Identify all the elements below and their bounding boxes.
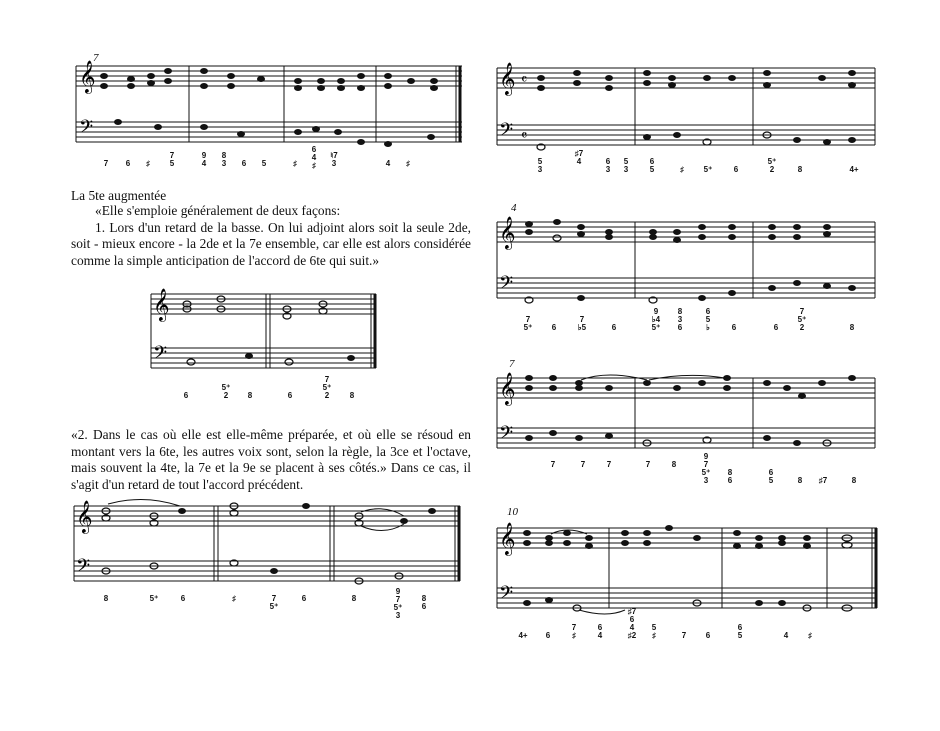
figured-bass-figure: 5⁺ 2	[767, 157, 777, 174]
figured-bass-figure: 4	[385, 159, 391, 168]
bass-clef-icon: 𝄢	[153, 343, 168, 368]
staff-graphics	[497, 60, 877, 155]
treble-clef-icon: 𝄞	[499, 372, 516, 405]
figured-bass-figure: 7 5	[169, 151, 175, 168]
measure-number: 7	[509, 358, 515, 370]
figured-bass-figure: 6	[705, 631, 711, 640]
figured-bass-figure: 6	[611, 323, 617, 332]
figured-bass-figure: 5 3	[623, 157, 629, 174]
bass-clef-icon: 𝄢	[76, 556, 91, 581]
figured-bass-figure: 6	[551, 323, 557, 332]
figured-bass-figure: 9 7 5⁺ 3	[393, 587, 403, 620]
figured-bass-figure: ♯	[146, 159, 150, 168]
figured-bass-figure: 8	[247, 391, 253, 400]
figured-bass-figure: ♯	[680, 165, 684, 174]
quote-body: 1. Lors d'un retard de la basse. On lui adjoint alors soit la seule 2de, soit - mieux encore - la 2de et la 7e ensemble, car elle est alors considérée comme la simple anticipation de l'accord de 6te qui suit.»	[71, 219, 471, 268]
quote-paragraph-2: «2. Dans le cas où elle est elle-même préparée, et où elle se résoud en montant vers la 6te, les autres voix sont, selon la règle, la 3ce et l'octave, mais souvent la 4te, la 7e et la 9e se placent à ses côtés.» Dans ce cas, il s'agit d'un retard de tout l'accord précédent.	[71, 427, 471, 492]
bass-clef-icon: 𝄢	[499, 423, 514, 448]
figured-bass-figure: 5 3	[537, 157, 543, 174]
score-system-right-4	[497, 506, 882, 611]
figured-bass-figure: 5	[261, 159, 267, 168]
figured-bass-figure: 6	[183, 391, 189, 400]
figured-bass-figure: 6	[731, 323, 737, 332]
staff-graphics	[151, 286, 379, 386]
note-heads	[102, 503, 403, 584]
measure-number: 4	[511, 202, 517, 214]
figured-bass-figure: 5 ♯	[651, 623, 657, 640]
figured-bass-figure: 6	[180, 594, 186, 603]
score-system-right-1	[497, 60, 877, 155]
figured-bass-figure: 6 3	[605, 157, 611, 174]
figured-bass-figure: 6	[545, 631, 551, 640]
note-heads	[525, 219, 856, 301]
figured-bass-figure: 7 5⁺	[269, 594, 279, 611]
figured-bass-figure: 6	[241, 159, 247, 168]
figured-bass-figure: 5⁺ 2	[221, 383, 231, 400]
figured-bass-figure: 8 6	[727, 468, 733, 485]
figured-bass-figure: ♮7 3	[330, 151, 338, 168]
bass-clef-icon: 𝄢	[499, 273, 514, 298]
figured-bass-figure: 7 ♭5	[577, 315, 587, 332]
figured-bass-figure: ♯	[808, 631, 812, 640]
figured-bass-figure: 8 6	[421, 594, 427, 611]
note-heads	[523, 525, 811, 606]
figured-bass-figure: ♯7 6 4 ♯2	[627, 607, 637, 640]
figured-bass-figure: 7 5⁺ 2	[797, 307, 807, 332]
figured-bass-figure: 6 4	[597, 623, 603, 640]
treble-clef-icon: 𝄞	[499, 216, 516, 249]
figured-bass-figure: 8 3	[221, 151, 227, 168]
figured-bass-figure: 6	[733, 165, 739, 174]
figured-bass-figure: 7	[103, 159, 109, 168]
figured-bass-figure: 8	[349, 391, 355, 400]
score-system-right-2	[497, 202, 877, 307]
staff-graphics	[74, 496, 462, 596]
figured-bass-figure: 6	[287, 391, 293, 400]
note-heads	[537, 70, 856, 145]
figured-bass-figure: 7 ♯	[571, 623, 577, 640]
figured-bass-figure: 9 7 5⁺ 3	[701, 452, 711, 485]
figured-bass-figure: 4+	[849, 165, 859, 174]
figured-bass-figure: 4+	[518, 631, 528, 640]
staff-graphics	[497, 506, 882, 611]
figured-bass-figure: ♯7 4	[574, 149, 584, 166]
note-heads	[525, 375, 856, 446]
figured-bass-figure: 8	[351, 594, 357, 603]
treble-clef-icon: 𝄞	[499, 522, 516, 555]
figured-bass-figure: 8	[797, 165, 803, 174]
score-example-1	[151, 286, 379, 386]
figured-bass-figure: 7 5⁺	[523, 315, 533, 332]
section-heading: La 5te augmentée	[71, 188, 167, 203]
quote-intro: «Elle s'emploie généralement de deux façons:	[95, 203, 341, 218]
figured-bass-figure: 8	[671, 460, 677, 469]
figured-bass-figure: ♯	[293, 159, 297, 168]
figured-bass-figure: ♯	[232, 594, 236, 603]
figured-bass-figure: 6 5	[768, 468, 774, 485]
bass-clef-icon: 𝄢	[499, 120, 514, 145]
time-signature-c-icon: 𝄴	[521, 72, 528, 88]
figured-bass-figure: 8	[849, 323, 855, 332]
figured-bass-figure: 7	[645, 460, 651, 469]
time-signature-c-icon: 𝄴	[521, 128, 528, 144]
staff-graphics	[76, 52, 462, 162]
figured-bass-figure: 7	[606, 460, 612, 469]
figured-bass-figure: 6	[773, 323, 779, 332]
treble-clef-icon: 𝄞	[76, 500, 93, 533]
bass-clef-icon: 𝄢	[499, 583, 514, 608]
treble-clef-icon: 𝄞	[499, 62, 516, 95]
note-heads	[183, 296, 327, 365]
figured-bass-figure: 8	[851, 476, 857, 485]
figured-bass-figure: 5⁺	[149, 594, 159, 603]
measure-number: 10	[507, 506, 518, 518]
figured-bass-figure: 8	[103, 594, 109, 603]
figured-bass-figure: 6	[125, 159, 131, 168]
treble-clef-icon: 𝄞	[153, 288, 170, 321]
measure-number: 7	[93, 52, 99, 64]
figured-bass-figure: ♯	[406, 159, 410, 168]
figured-bass-figure: ♯7	[818, 476, 828, 485]
figured-bass-figure: 6	[301, 594, 307, 603]
note-heads	[100, 68, 438, 147]
staff-graphics	[497, 202, 877, 307]
figured-bass-figure: 6 5	[737, 623, 743, 640]
figured-bass-figure: 6 5 ♭	[705, 307, 711, 332]
figured-bass-figure: 7	[550, 460, 556, 469]
figured-bass-figure: 9 4	[201, 151, 207, 168]
treble-clef-icon: 𝄞	[79, 60, 96, 93]
quote-paragraph-1	[71, 203, 471, 269]
figured-bass-figure: 9 ♭4 5⁺	[651, 307, 661, 332]
staff-graphics	[497, 356, 877, 456]
score-example-2	[74, 496, 462, 596]
figured-bass-figure: 8	[797, 476, 803, 485]
figured-bass-figure: 4	[783, 631, 789, 640]
figured-bass-figure: 5⁺	[703, 165, 713, 174]
figured-bass-figure: 7	[580, 460, 586, 469]
figured-bass-figure: 8 3 6	[677, 307, 683, 332]
figured-bass-figure: 7 5⁺ 2	[322, 375, 332, 400]
figured-bass-figure: 6 4 ♯	[311, 145, 317, 170]
bass-clef-icon: 𝄢	[79, 117, 94, 142]
score-system-left-top	[76, 52, 462, 162]
figured-bass-figure: 7	[681, 631, 687, 640]
figured-bass-figure: 6 5	[649, 157, 655, 174]
score-system-right-3	[497, 356, 877, 456]
